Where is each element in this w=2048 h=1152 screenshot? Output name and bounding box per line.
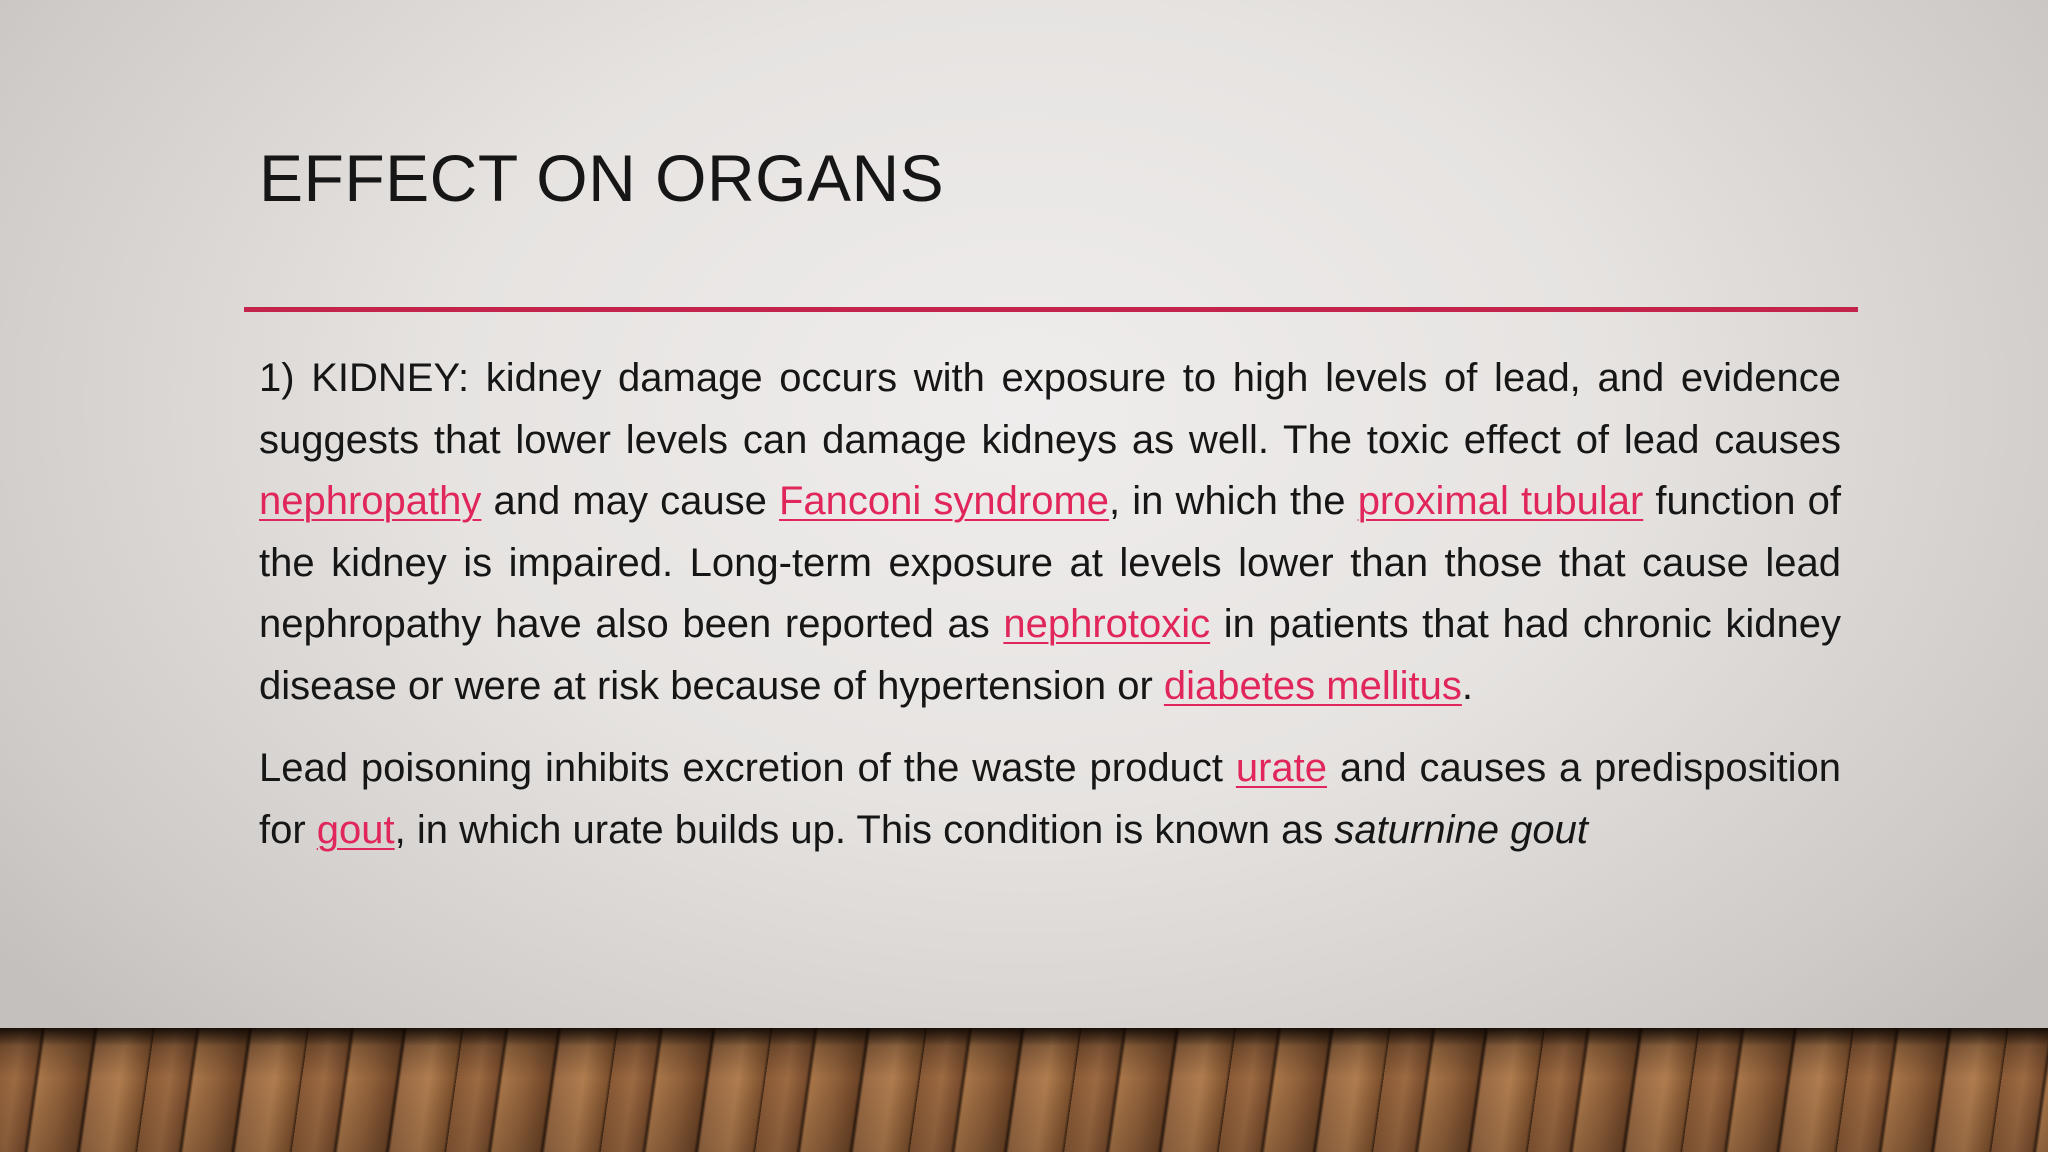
kidney-text-4: function of the kidney is impaired. Long-term exposure at levels lower than those that cause lead nephropathy have also been reported as <box>259 479 1841 646</box>
kidney-text-5: in patients that had chronic kidney disease or were at risk because of hypertension or <box>259 602 1842 708</box>
kidney-text-2: and may cause <box>481 479 779 523</box>
link-diabetes-mellitus[interactable]: diabetes mellitus <box>1163 663 1462 708</box>
saturnine-gout-term: saturnine gout <box>1334 807 1588 852</box>
link-gout[interactable]: gout <box>316 807 395 852</box>
kidney-text-3: , in which the <box>1109 479 1358 523</box>
slide-body <box>259 348 1841 861</box>
kidney-text-6: . <box>1461 663 1473 708</box>
slide-title: EFFECT ON ORGANS <box>259 141 945 215</box>
gout-text-3: , in which urate builds up. This condition is known as <box>394 807 1335 852</box>
paragraph-gout <box>259 738 1841 861</box>
gout-text-2: and causes a predisposition for <box>259 746 1841 852</box>
link-urate[interactable]: urate <box>1235 746 1327 790</box>
kidney-text-1: 1) KIDNEY: kidney damage occurs with exposure to high levels of lead, and evidence suggests that lower levels can damage kidneys as well. The toxic effect of lead causes <box>259 356 1841 462</box>
link-proximal-tubular[interactable]: proximal tubular <box>1357 479 1644 523</box>
wood-floor-backdrop <box>0 1028 2048 1152</box>
gout-text-1: Lead poisoning inhibits excretion of the waste product <box>259 746 1236 790</box>
paragraph-kidney <box>259 348 1841 717</box>
link-fanconi-syndrome[interactable]: Fanconi syndrome <box>778 479 1110 523</box>
link-nephrotoxic[interactable]: nephrotoxic <box>1003 602 1211 646</box>
title-divider <box>244 307 1858 312</box>
link-nephropathy[interactable]: nephropathy <box>259 479 482 523</box>
